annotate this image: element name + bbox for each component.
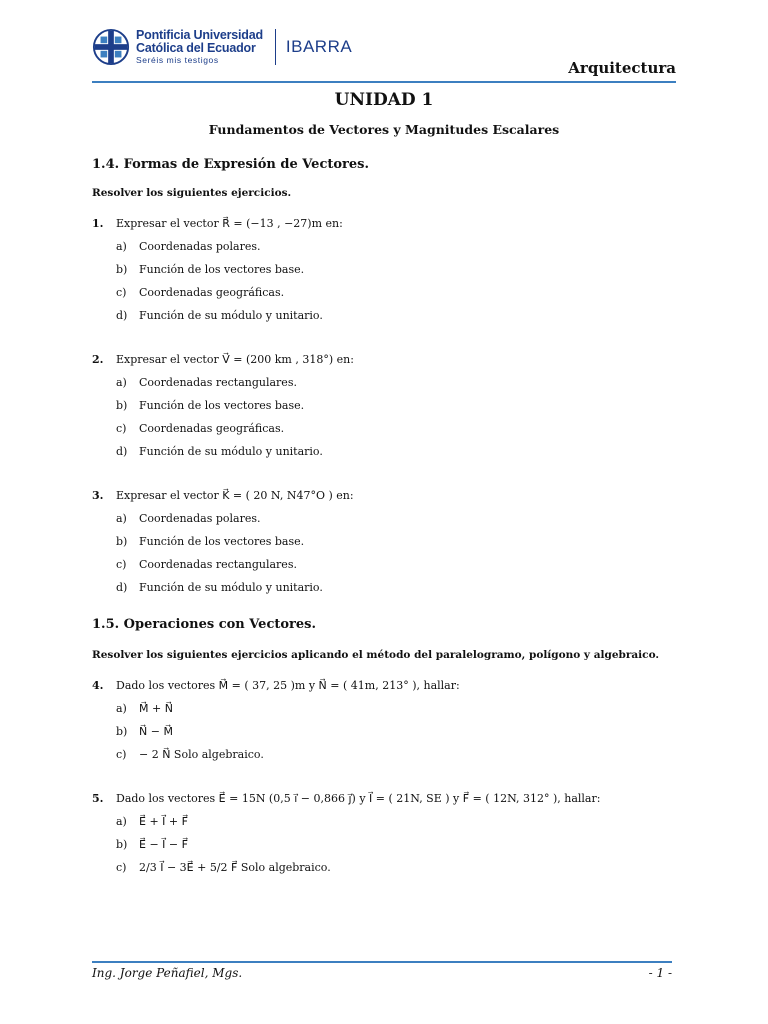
exercise-item: b) Función de los vectores base. <box>116 399 305 412</box>
university-name-line1: Pontificia Universidad <box>136 27 263 42</box>
exercise-item: c) Coordenadas rectangulares. <box>116 558 297 571</box>
exercise-4 <box>92 677 676 695</box>
university-name-line2: Católica del Ecuador <box>136 41 256 56</box>
exercise-statement: Expresar el vector V = (200 km , 318°) en: <box>116 353 354 366</box>
exercise-item: b) E⃗ − I⃗ − F⃗ <box>116 838 188 851</box>
exercise-statement: Dado los vectores E⃗ = 15N (0,5 i⃗ − 0,866 j⃗) y I⃗ = ( 21N, SE ) y F⃗ = ( 12N, 312° ), hallar: <box>116 792 601 805</box>
university-logo <box>92 28 352 66</box>
logo-divider <box>275 29 276 65</box>
exercise-item: b) N⃗ − M⃗ <box>116 725 173 738</box>
exercise-item: d) Función de su módulo y unitario. <box>116 445 323 458</box>
exercise-item: a) Coordenadas polares. <box>116 240 261 253</box>
exercise-item: c) − 2 N⃗ Solo algebraico. <box>116 748 264 761</box>
exercise-item: b) Función de los vectores base. <box>116 535 305 548</box>
exercise-number: 3. <box>92 489 104 502</box>
exercise-1 <box>92 215 676 233</box>
exercise-statement: Expresar el vector K = ( 20 N, N47°O ) en: <box>116 489 354 502</box>
section-1-4-title: 1.4. Formas de Expresión de Vectores. <box>92 157 369 172</box>
subject-title: Arquitectura <box>568 59 676 77</box>
section-1-5-title: 1.5. Operaciones con Vectores. <box>92 617 317 632</box>
unit-subtitle: Fundamentos de Vectores y Magnitudes Escalares <box>208 122 560 137</box>
exercise-item: a) Coordenadas rectangulares. <box>116 376 297 389</box>
page-number: - 1 - <box>648 966 672 980</box>
section-1-5-instruction: Resolver los siguientes ejercicios aplicando el método del paralelogramo, polígono y algebraico. <box>92 649 660 661</box>
exercise-item: d) Función de su módulo y unitario. <box>116 581 323 594</box>
exercise-2 <box>92 351 676 369</box>
unit-title: UNIDAD 1 <box>334 90 434 110</box>
exercise-number: 5. <box>92 792 104 805</box>
exercise-number: 2. <box>92 353 104 366</box>
vector-symbol: K <box>222 489 230 502</box>
exercise-item: d) Función de su módulo y unitario. <box>116 309 323 322</box>
campus-name: IBARRA <box>285 37 353 56</box>
exercise-item: a) M⃗ + N⃗ <box>116 702 173 715</box>
header-divider <box>92 81 676 83</box>
page-header <box>92 28 676 82</box>
exercise-item: c) 2/3 I⃗ − 3E⃗ + 5/2 F⃗ Solo algebraico. <box>116 861 331 874</box>
exercise-statement: Expresar el vector R = (−13 , −27)m en: <box>116 217 343 230</box>
exercise-item: a) Coordenadas polares. <box>116 512 261 525</box>
exercise-item: b) Función de los vectores base. <box>116 263 305 276</box>
exercise-statement: Dado los vectores M⃗ = ( 37, 25 )m y N⃗ = ( 41m, 213° ), hallar: <box>116 679 460 692</box>
exercise-5 <box>92 790 676 808</box>
vector-symbol: V <box>222 353 230 366</box>
cross-emblem-icon <box>92 28 130 66</box>
exercise-item: a) E⃗ + I⃗ + F⃗ <box>116 815 188 828</box>
vector-symbol: R <box>222 217 230 230</box>
exercise-item: c) Coordenadas geográficas. <box>116 422 285 435</box>
exercise-3 <box>92 487 676 505</box>
document-body <box>92 88 676 877</box>
footer-author: Ing. Jorge Peñafiel, Mgs. <box>92 966 243 980</box>
footer-divider <box>92 961 672 963</box>
exercise-item: c) Coordenadas geográficas. <box>116 286 285 299</box>
section-1-4-instruction: Resolver los siguientes ejercicios. <box>92 187 292 199</box>
exercise-number: 1. <box>92 217 104 230</box>
university-motto: Seréis mis testigos <box>136 55 219 66</box>
exercise-number: 4. <box>92 679 104 692</box>
